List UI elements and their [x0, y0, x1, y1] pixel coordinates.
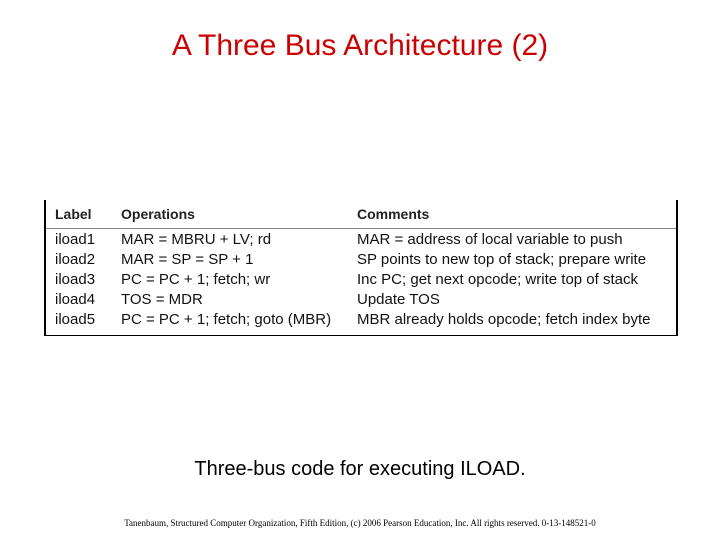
row-operation: MAR = MBRU + LV; rd — [121, 231, 272, 248]
row-label: iload3 — [55, 271, 96, 288]
row-label: iload2 — [55, 251, 96, 268]
row-comment: SP points to new top of stack; prepare write — [357, 251, 647, 268]
header-comments: Comments — [357, 206, 430, 222]
header-label: Label — [55, 206, 92, 222]
row-label: iload4 — [55, 291, 96, 308]
table-row — [46, 250, 676, 270]
row-label: iload1 — [55, 231, 96, 248]
row-comment: MAR = address of local variable to push — [357, 231, 623, 248]
row-operation: MAR = SP = SP + 1 — [121, 251, 254, 268]
row-label: iload5 — [55, 311, 96, 328]
header-operations: Operations — [121, 206, 195, 222]
row-operation: PC = PC + 1; fetch; wr — [121, 271, 271, 288]
row-operation: TOS = MDR — [121, 291, 203, 308]
row-comment: MBR already holds opcode; fetch index byte — [357, 311, 651, 328]
table-row — [46, 310, 676, 330]
table-row — [46, 230, 676, 250]
header-divider — [46, 228, 676, 229]
row-operation: PC = PC + 1; fetch; goto (MBR) — [121, 311, 332, 328]
table-row — [46, 270, 676, 290]
row-comment: Inc PC; get next opcode; write top of stack — [357, 271, 638, 288]
copyright-footer: Tanenbaum, Structured Computer Organization, Fifth Edition, (c) 2006 Pearson Education, Inc. All rights reserved. 0-13-148521-0 — [124, 518, 596, 528]
row-comment: Update TOS — [357, 291, 440, 308]
table-row — [46, 290, 676, 310]
figure-caption: Three-bus code for executing ILOAD. — [194, 458, 526, 480]
microcode-table — [44, 200, 678, 336]
slide-title: A Three Bus Architecture (2) — [171, 29, 549, 62]
